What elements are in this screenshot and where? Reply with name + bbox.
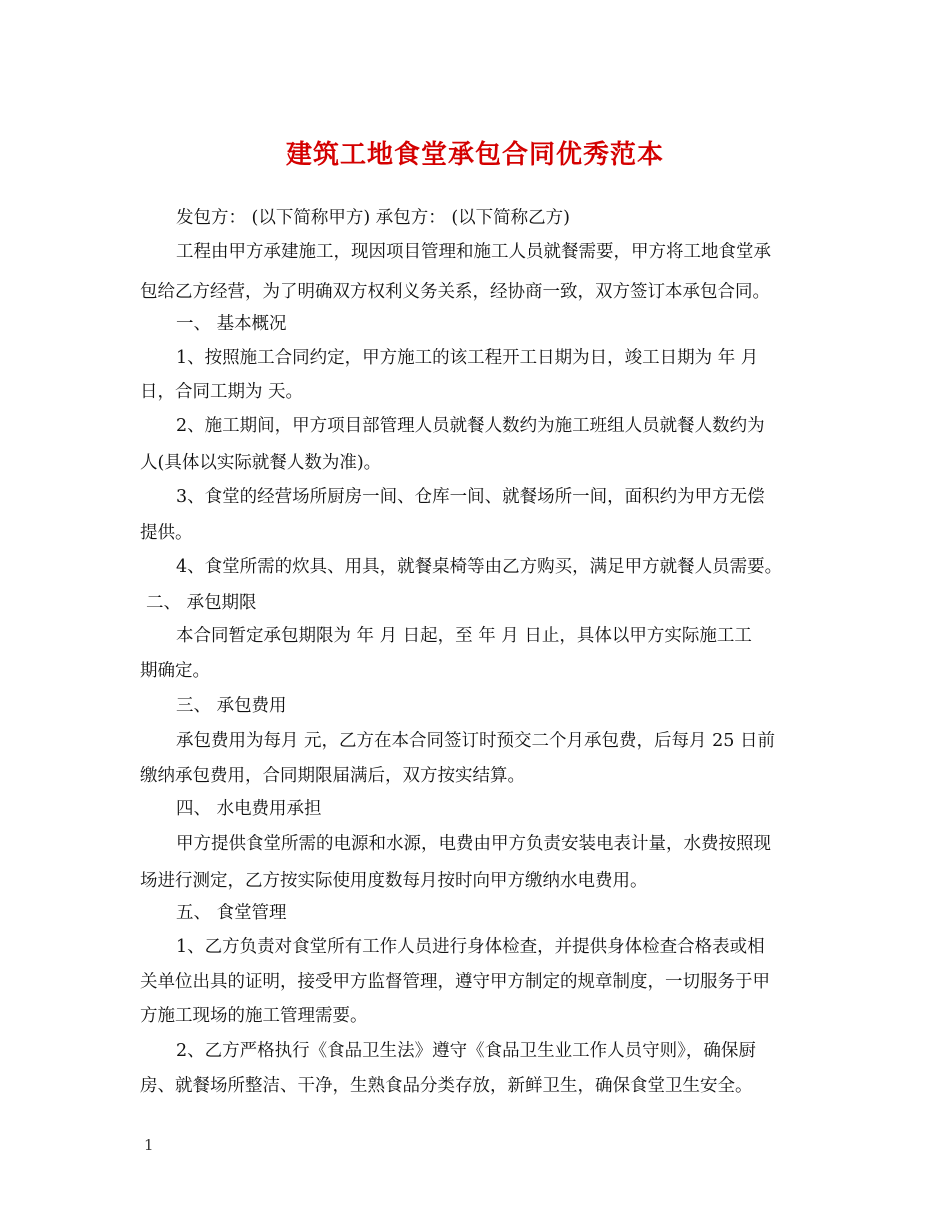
paragraph-line: 本合同暂定承包期限为 年 月 日起，至 年 月 日止，具体以甲方实际施工工 (176, 626, 752, 646)
paragraph-line: 关单位出具的证明，接受甲方监督管理，遵守甲方制定的规章制度，一切服务于甲 (140, 972, 770, 992)
section-heading: 四、 水电费用承担 (176, 799, 322, 819)
paragraph-line: 承包费用为每月 元，乙方在本合同签订时预交二个月承包费，后每月 25 日前 (176, 731, 775, 751)
paragraph-line: 2、乙方严格执行《食品卫生法》遵守《食品卫生业工作人员守则》，确保厨 (176, 1041, 756, 1061)
paragraph-line: 缴纳承包费用，合同期限届满后，双方按实结算。 (140, 766, 525, 786)
paragraph-line: 工程由甲方承建施工，现因项目管理和施工人员就餐需要，甲方将工地食堂承 (176, 242, 771, 262)
paragraph-line: 提供。 (140, 523, 193, 543)
section-heading: 五、 食堂管理 (176, 903, 287, 923)
section-heading: 三、 承包费用 (176, 696, 287, 716)
paragraph-line: 人(具体以实际就餐人数为准)。 (140, 453, 382, 473)
section-heading: 二、 承包期限 (146, 593, 257, 613)
paragraph-line: 3、食堂的经营场所厨房一间、仓库一间、就餐场所一间，面积约为甲方无偿 (176, 487, 765, 507)
paragraph-line: 方施工现场的施工管理需要。 (140, 1006, 368, 1026)
section-heading: 一、 基本概况 (176, 314, 287, 334)
document-title: 建筑工地食堂承包合同优秀范本 (285, 140, 664, 170)
paragraph-line: 4、食堂所需的炊具、用具，就餐桌椅等由乙方购买，满足甲方就餐人员需要。 (176, 557, 783, 577)
paragraph-line: 场进行测定，乙方按实际使用度数每月按时向甲方缴纳水电费用。 (140, 871, 648, 891)
paragraph-line: 期确定。 (140, 661, 210, 681)
paragraph-line: 2、施工期间，甲方项目部管理人员就餐人数约为施工班组人员就餐人数约为 (176, 416, 765, 436)
paragraph-line: 房、就餐场所整洁、干净，生熟食品分类存放，新鲜卫生，确保食堂卫生安全。 (140, 1076, 753, 1096)
paragraph-line: 甲方提供食堂所需的电源和水源，电费由甲方负责安装电表计量，水费按照现 (176, 834, 771, 854)
paragraph-line: 包给乙方经营，为了明确双方权利义务关系，经协商一致，双方签订本承包合同。 (140, 282, 770, 302)
page-number: 1 (144, 1136, 154, 1154)
parties-line: 发包方： (以下简称甲方) 承包方： (以下简称乙方) (176, 208, 570, 228)
paragraph-line: 1、乙方负责对食堂所有工作人员进行身体检查，并提供身体检查合格表或相 (176, 937, 765, 957)
paragraph-line: 1、按照施工合同约定，甲方施工的该工程开工日期为日，竣工日期为 年 月 (176, 348, 759, 368)
paragraph-line: 日，合同工期为 天。 (140, 382, 304, 402)
